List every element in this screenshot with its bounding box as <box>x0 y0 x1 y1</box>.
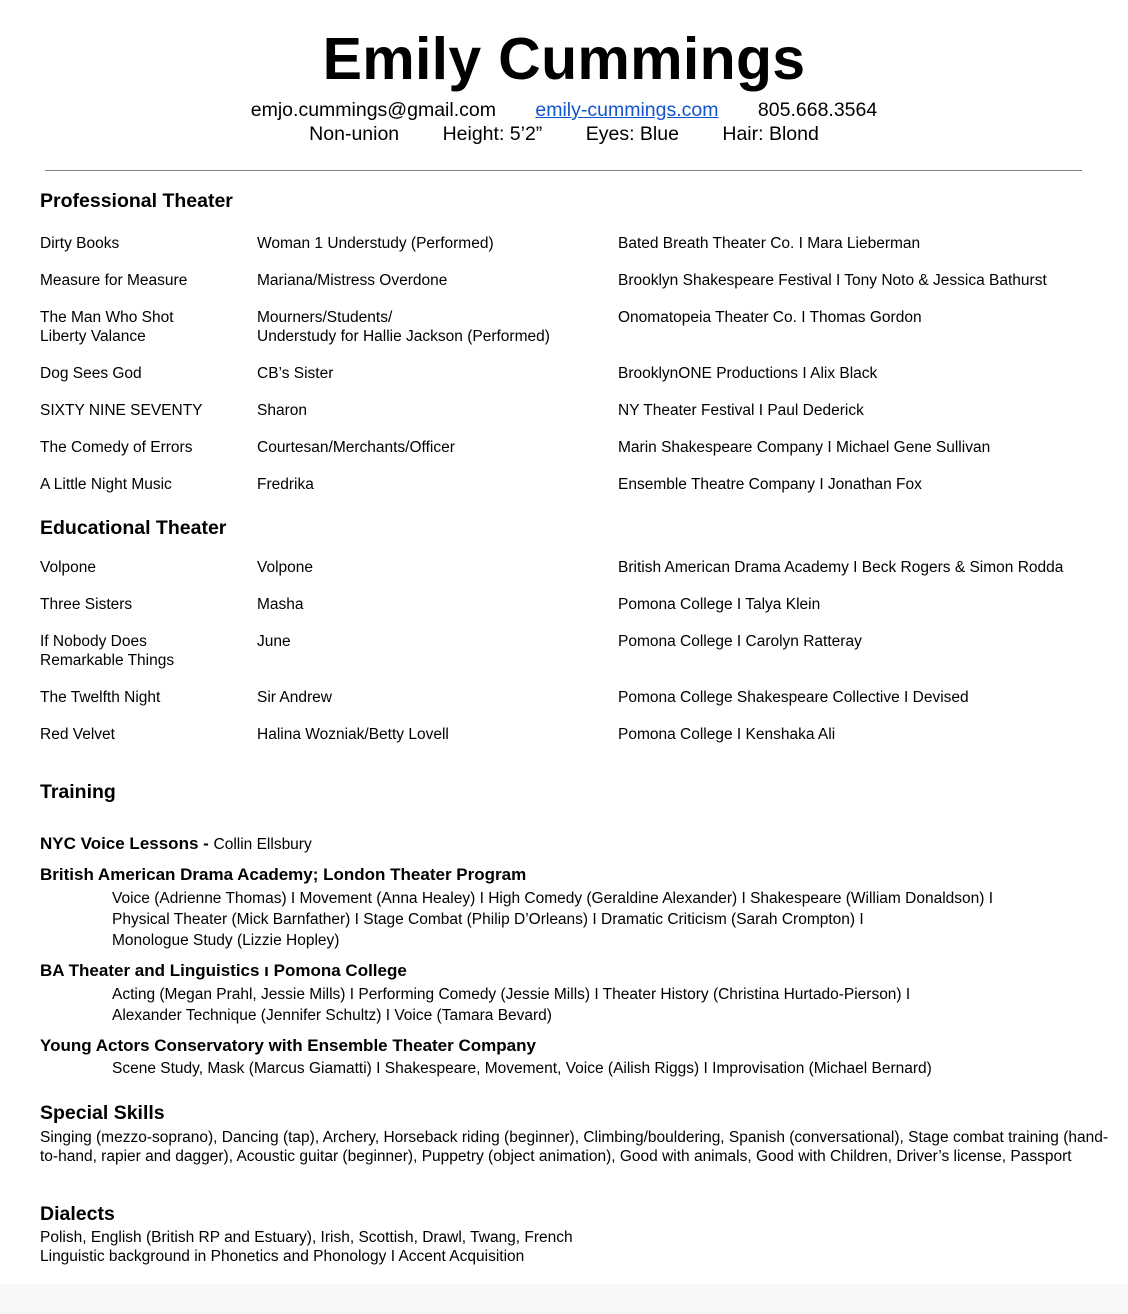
training-heading: Training <box>40 781 116 803</box>
company-director: Pomona College I Carolyn Ratteray <box>618 633 862 650</box>
role-name: Masha <box>257 596 304 613</box>
yac-title: Young Actors Conservatory with Ensemble Theater Company <box>40 1036 536 1055</box>
stats-line <box>0 123 1128 146</box>
company-director: Pomona College I Kenshaka Ali <box>618 725 836 743</box>
educational-heading: Educational Theater <box>40 517 227 539</box>
role-name: Sir Andrew <box>257 688 332 706</box>
nyc-voice-label: NYC Voice Lessons - <box>40 834 214 853</box>
professional-credit-row <box>40 365 1120 384</box>
role-name: Volpone <box>257 559 314 576</box>
company-director: Bated Breath Theater Co. I Mara Lieberman <box>618 235 921 252</box>
role-name: Fredrika <box>257 475 314 493</box>
role-name: June <box>257 633 291 650</box>
page-bottom-strip <box>0 1284 1128 1314</box>
contact-line <box>0 99 1128 122</box>
skills-heading: Special Skills <box>40 1102 165 1124</box>
professional-credit-row <box>40 272 1120 291</box>
professional-credit-row <box>40 235 1120 254</box>
company-director: British American Drama Academy I Beck Rogers & Simon Rodda <box>618 559 1064 576</box>
company-director: NY Theater Festival I Paul Dederick <box>618 401 864 419</box>
ba-courses: Acting (Megan Prahl, Jessie Mills) I Performing Comedy (Jessie Mills) I Theater History (Christina Hurtado-Pierson) I Alexander Technique (Jennifer Schultz) I Voice (Tamara Bevard) <box>112 986 911 1024</box>
ba-title: BA Theater and Linguistics ı Pomona College <box>40 961 407 980</box>
header-divider <box>45 170 1082 171</box>
height-stat: Height: 5’2” <box>442 123 543 145</box>
educational-credit-row <box>40 689 1120 708</box>
show-title: Volpone <box>40 559 97 576</box>
role-name: Mariana/Mistress Overdone <box>257 272 448 289</box>
resume-name: Emily Cummings <box>322 26 806 92</box>
website-link[interactable]: emily-cummings.com <box>535 99 719 121</box>
eyes-stat: Eyes: Blue <box>585 123 679 145</box>
role-name: Courtesan/Merchants/Officer <box>257 438 455 456</box>
show-title: If Nobody Does Remarkable Things <box>40 633 175 669</box>
company-director: BrooklynONE Productions I Alix Black <box>618 364 878 382</box>
nyc-voice-teacher: Collin Ellsbury <box>213 836 312 853</box>
company-director: Marin Shakespeare Company I Michael Gene Sullivan <box>618 438 991 456</box>
professional-credit-row <box>40 402 1120 421</box>
hair-stat: Hair: Blond <box>722 123 819 145</box>
show-title: Dog Sees God <box>40 364 142 382</box>
show-title: Dirty Books <box>40 235 120 252</box>
professional-credit-row <box>40 476 1120 495</box>
professional-credit-row <box>40 309 1120 346</box>
show-title: The Man Who Shot Liberty Valance <box>40 309 174 345</box>
role-name: Mourners/Students/ Understudy for Hallie Jackson (Performed) <box>257 309 550 345</box>
email-text: emjo.cummings@gmail.com <box>250 99 496 121</box>
bada-title: British American Drama Academy; London Theater Program <box>40 865 527 884</box>
role-name: CB’s Sister <box>257 364 334 382</box>
show-title: Red Velvet <box>40 725 115 743</box>
dialects-heading: Dialects <box>40 1203 115 1225</box>
professional-credit-row <box>40 439 1120 458</box>
educational-credit-row <box>40 596 1120 615</box>
show-title: The Comedy of Errors <box>40 438 193 456</box>
phone-text: 805.668.3564 <box>757 99 878 121</box>
dialects-line-1: Polish, English (British RP and Estuary), Irish, Scottish, Drawl, Twang, French <box>40 1229 573 1246</box>
show-title: SIXTY NINE SEVENTY <box>40 401 203 419</box>
company-director: Onomatopeia Theater Co. I Thomas Gordon <box>618 309 922 326</box>
educational-credit-row <box>40 726 1120 745</box>
yac-courses: Scene Study, Mask (Marcus Giamatti) I Shakespeare, Movement, Voice (Ailish Riggs) I Improvisation (Michael Bernard) <box>112 1060 932 1077</box>
role-name: Woman 1 Understudy (Performed) <box>257 235 494 252</box>
show-title: Three Sisters <box>40 596 133 613</box>
educational-credit-row <box>40 633 1120 670</box>
show-title: A Little Night Music <box>40 475 172 493</box>
nyc-voice-title <box>40 834 312 855</box>
company-director: Pomona College I Talya Klein <box>618 596 821 613</box>
skills-text: Singing (mezzo-soprano), Dancing (tap), Archery, Horseback riding (beginner), Climbing/bouldering, Spanish (conversational), Stage combat training (hand-to-hand, rapier and dagger), Acoustic guitar (beginner), Puppetry (object animation), Good with animals, Good with Children, Driver’s license, Passport <box>40 1129 1109 1165</box>
bada-courses: Voice (Adrienne Thomas) I Movement (Anna Healey) I High Comedy (Geraldine Alexander) I Shakespeare (William Donaldson) I Physical Theater (Mick Barnfather) I Stage Combat (Philip D’Orleans) I Dramatic Criticism (Sarah Crompton) I Monologue Study (Lizzie Hopley) <box>112 890 994 949</box>
show-title: The Twelfth Night <box>40 688 161 706</box>
company-director: Brooklyn Shakespeare Festival I Tony Noto & Jessica Bathurst <box>618 272 1047 289</box>
company-director: Pomona College Shakespeare Collective I Devised <box>618 688 969 706</box>
role-name: Sharon <box>257 401 307 419</box>
professional-heading: Professional Theater <box>40 190 233 212</box>
company-director: Ensemble Theatre Company I Jonathan Fox <box>618 475 922 493</box>
role-name: Halina Wozniak/Betty Lovell <box>257 725 449 743</box>
union-status: Non-union <box>309 123 400 145</box>
show-title: Measure for Measure <box>40 272 188 289</box>
educational-credit-row <box>40 559 1120 578</box>
dialects-line-2: Linguistic background in Phonetics and Phonology I Accent Acquisition <box>40 1248 525 1265</box>
